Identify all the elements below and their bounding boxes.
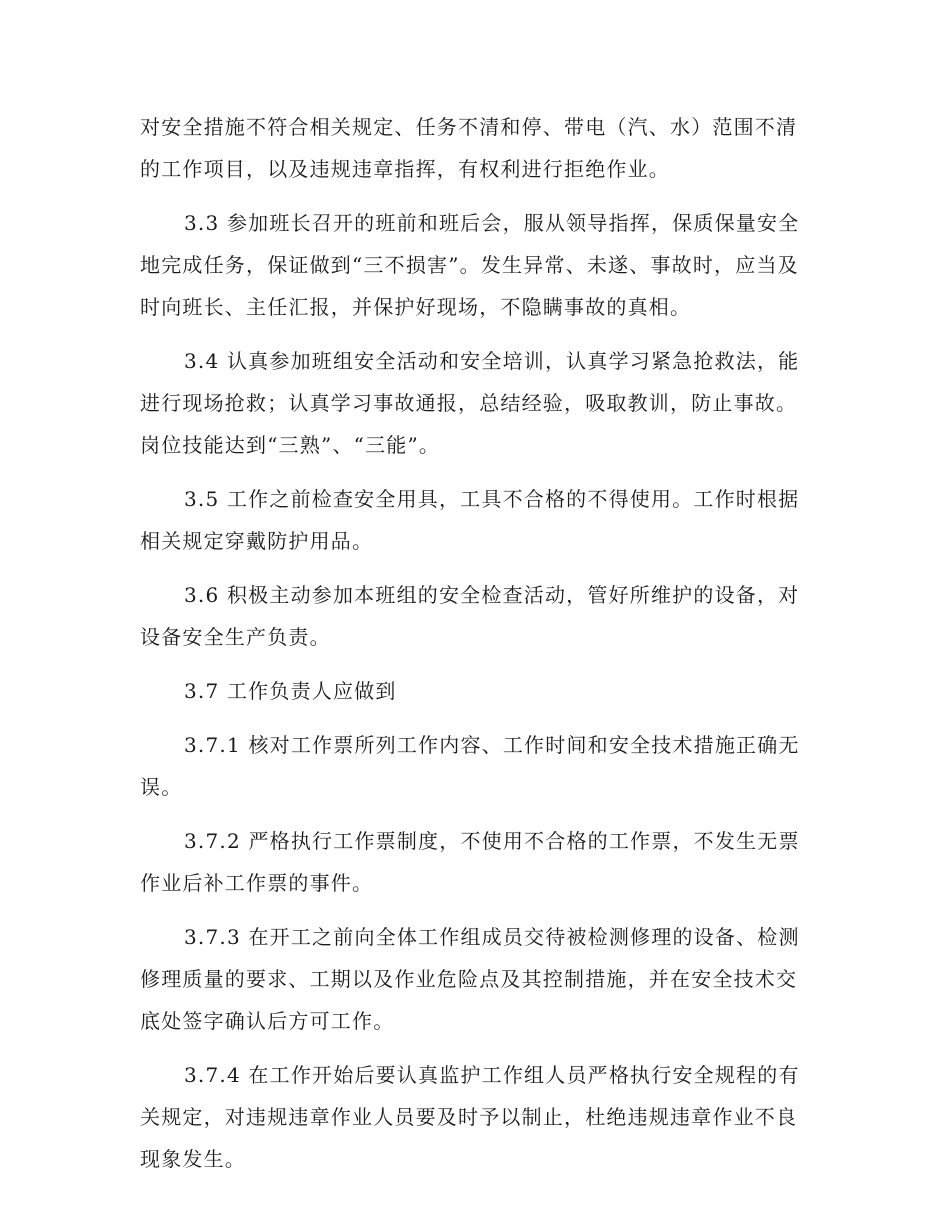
paragraph-3-7-4: 3.7.4 在工作开始后要认真监护工作组人员严格执行安全规程的有关规定，对违规违章作业人员要及时予以制止，杜绝违规违章作业不良现象发生。 bbox=[140, 1063, 800, 1171]
paragraph-3-5: 3.5 工作之前检查安全用具，工具不合格的不得使用。工作时根据相关规定穿戴防护用品。 bbox=[140, 487, 800, 553]
paragraph-3-3: 3.3 参加班长召开的班前和班后会，服从领导指挥，保质保量安全地完成任务，保证做到“三不损害”。发生异常、未遂、事故时，应当及时向班长、主任汇报，并保护好现场，不隐瞒事故的真相。 bbox=[140, 211, 800, 319]
document-body bbox=[140, 106, 800, 1192]
paragraph-3-4: 3.4 认真参加班组安全活动和安全培训，认真学习紧急抢救法，能进行现场抢救；认真学习事故通报，总结经验，吸取教训，防止事故。岗位技能达到“三熟”、“三能”。 bbox=[140, 349, 800, 457]
paragraph-3-6: 3.6 积极主动参加本班组的安全检查活动，管好所维护的设备，对设备安全生产负责。 bbox=[140, 583, 800, 649]
paragraph-3-7: 3.7 工作负责人应做到 bbox=[184, 679, 397, 703]
paragraph-continuation: 对安全措施不符合相关规定、任务不清和停、带电（汽、水）范围不清的工作项目，以及违规违章指挥，有权利进行拒绝作业。 bbox=[140, 115, 798, 181]
paragraph-3-7-1: 3.7.1 核对工作票所列工作内容、工作时间和安全技术措施正确无误。 bbox=[140, 733, 800, 799]
paragraph-3-7-2: 3.7.2 严格执行工作票制度，不使用不合格的工作票，不发生无票作业后补工作票的事件。 bbox=[140, 829, 800, 895]
paragraph-3-7-3: 3.7.3 在开工之前向全体工作组成员交待被检测修理的设备、检测修理质量的要求、工期以及作业危险点及其控制措施，并在安全技术交底处签字确认后方可工作。 bbox=[140, 925, 800, 1033]
